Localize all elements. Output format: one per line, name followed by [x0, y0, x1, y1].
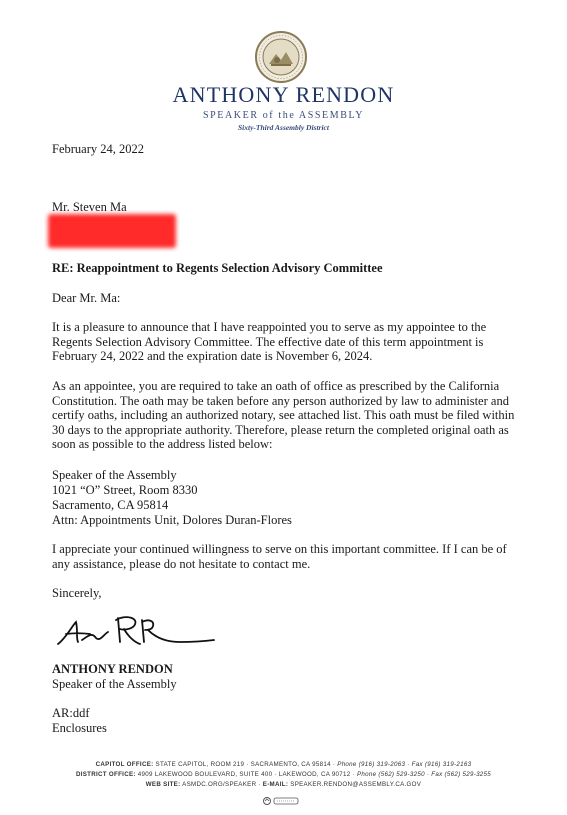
letterhead-district: Sixty-Third Assembly District: [238, 123, 329, 132]
signer-title: Speaker of the Assembly: [52, 677, 177, 691]
paragraph-oath: As an appointee, you are required to take an oath of office as prescribed by the California Constitution. The oath may be taken before any person authorized by law to administer and certify oaths, including an authorized notary, see attached list. This oath must be filed within 30 days to the appropriate authority. Therefore, please return the completed original oath as soon as possible to the address listed below:: [52, 379, 515, 452]
handwritten-signature: [56, 612, 216, 652]
enclosures-note: Enclosures: [52, 721, 107, 735]
letterhead-title: SPEAKER of the ASSEMBLY: [202, 110, 365, 121]
letter-date: February 24, 2022: [52, 142, 144, 156]
footer-capitol-office: CAPITOL OFFICE: STATE CAPITOL, ROOM 219 · SACRAMENTO, CA 95814 · Phone (916) 319-2063 · Fax (916) 319-2163: [95, 761, 472, 768]
redaction-mark: [48, 214, 176, 248]
footer-district-office: DISTRICT OFFICE: 4909 LAKEWOOD BOULEVARD, SUITE 400 · LAKEWOOD, CA 90712 · Phone (562) 529-3250 · Fax (562) 529-3255: [75, 771, 492, 778]
paragraph-closing: I appreciate your continued willingness to serve on this important committee. If I can be of any assistance, please do not hesitate to contact me.: [52, 542, 507, 571]
address-line: 1021 “O” Street, Room 8330: [52, 483, 198, 497]
address-line: Speaker of the Assembly: [52, 468, 177, 482]
state-seal-logo: [254, 30, 308, 84]
address-line: Attn: Appointments Unit, Dolores Duran-Flores: [52, 513, 292, 527]
footer-web-email: WEB SITE: ASMDC.ORG/SPEAKER · E-MAIL: SPEAKER.RENDON@ASSEMBLY.CA.GOV: [145, 781, 422, 788]
subject-line: RE: Reappointment to Regents Selection Advisory Committee: [52, 261, 383, 275]
reference-initials: AR:ddf: [52, 706, 90, 720]
recipient-name: Mr. Steven Ma: [52, 200, 127, 214]
signer-name: ANTHONY RENDON: [52, 662, 173, 676]
closing: Sincerely,: [52, 586, 102, 600]
recycled-paper-icon: [262, 796, 302, 806]
salutation: Dear Mr. Ma:: [52, 291, 121, 305]
address-line: Sacramento, CA 95814: [52, 498, 169, 512]
letterhead-name: ANTHONY RENDON: [172, 82, 395, 107]
paragraph-announcement: It is a pleasure to announce that I have reappointed you to serve as my appointee to the Regents Selection Advisory Committee. The effective date of this term appointment is February 24, 2022 and the expiration date is November 6, 2024.: [52, 320, 487, 364]
